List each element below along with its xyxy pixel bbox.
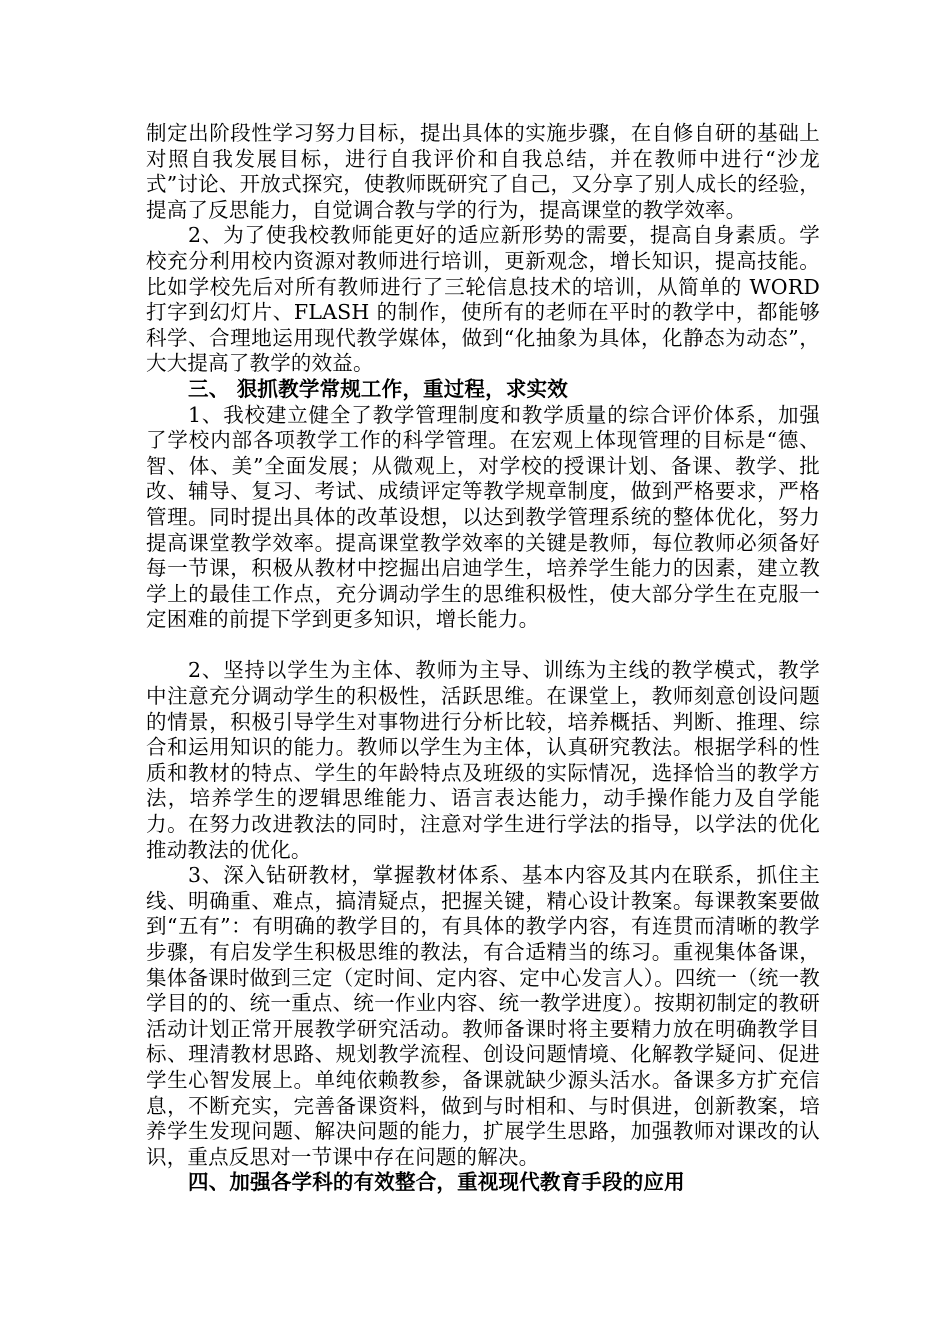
section-heading-4: 四、加强各学科的有效整合，重视现代教育手段的应用 [188, 1170, 685, 1195]
paragraph-lesson-preparation: 3、深入钻研教材，掌握教材体系、基本内容及其内在联系，抓住主线、明确重、难点，搞清疑点，把握关键，精心设计教案。每课教案要做到“五有”：有明确的教学目的，有具体的教学内容，有连贯而清晰的教学步骤，有启发学生积极思维的教法，有合适精当的练习。重视集体备课，集体备课时做到三定（定时间、定内容、定中心发言人）。四统一（统一教学目的的、统一重点、统一作业内容、统一教学进度）。按期初制定的教研活动计划正常开展教学研究活动。教师备课时将主要精力放在明确教学目标、理清教材思路、规划教学流程、创设问题情境、化解教学疑问、促进学生心智发展上。单纯依赖教参，备课就缺少源头活水。备课多方扩充信息，不断充实，完善备课资料，做到与时相和、与时俱进，创新教案，培养学生发现问题、解决问题的能力，扩展学生思路，加强教师对课改的认识，重点反思对一节课中存在问题的解决。 [146, 863, 820, 1169]
document-body [146, 121, 820, 1196]
paragraph-teaching-mode: 2、坚持以学生为主体、教师为主导、训练为主线的教学模式，教学中注意充分调动学生的积极性，活跃思维。在课堂上，教师刻意创设问题的情景，积极引导学生对事物进行分析比较，培养概括、判断、推理、综合和运用知识的能力。教师以学生为主体，认真研究教法。根据学科的性质和教材的特点、学生的年龄特点及班级的实际情况，选择恰当的教学方法，培养学生的逻辑思维能力、语言表达能力，动手操作能力及自学能力。在努力改进教法的同时，注意对学生进行学法的指导，以学法的优化推动教法的优化。 [146, 658, 820, 862]
paragraph-teacher-training: 2、为了使我校教师能更好的适应新形势的需要，提高自身素质。学校充分利用校内资源对教师进行培训，更新观念，增长知识，提高技能。比如学校先后对所有教师进行了三轮信息技术的培训，从简单的 WORD 打字到幻灯片、FLASH 的制作，使所有的老师在平时的教学中，都能够科学、合理地运用现代教学媒体，做到“化抽象为具体，化静态为动态”，大大提高了教学的效益。 [146, 223, 820, 376]
blank-line [146, 633, 820, 659]
paragraph-management-system: 1、我校建立健全了教学管理制度和教学质量的综合评价体系，加强了学校内部各项教学工作的科学管理。在宏观上体现管理的目标是“德、智、体、美”全面发展；从微观上，对学校的授课计划、备课、教学、批改、辅导、复习、考试、成绩评定等教学规章制度，做到严格要求，严格管理。同时提出具体的改革设想，以达到教学管理系统的整体优化，努力提高课堂教学效率。提高课堂教学效率的关键是教师，每位教师必须备好每一节课，积极从教材中挖掘出启迪学生，培养学生能力的因素，建立教学上的最佳工作点，充分调动学生的思维积极性，使大部分学生在克服一定困难的前提下学到更多知识，增长能力。 [146, 402, 820, 632]
paragraph-continuation: 制定出阶段性学习努力目标，提出具体的实施步骤，在自修自研的基础上对照自我发展目标，进行自我评价和自我总结，并在教师中进行“沙龙式”讨论、开放式探究，使教师既研究了自己，又分享了别人成长的经验，提高了反思能力，自觉调合教与学的行为，提高课堂的教学效率。 [146, 121, 820, 222]
section-heading-3: 三、 狠抓教学常规工作，重过程，求实效 [188, 376, 568, 401]
